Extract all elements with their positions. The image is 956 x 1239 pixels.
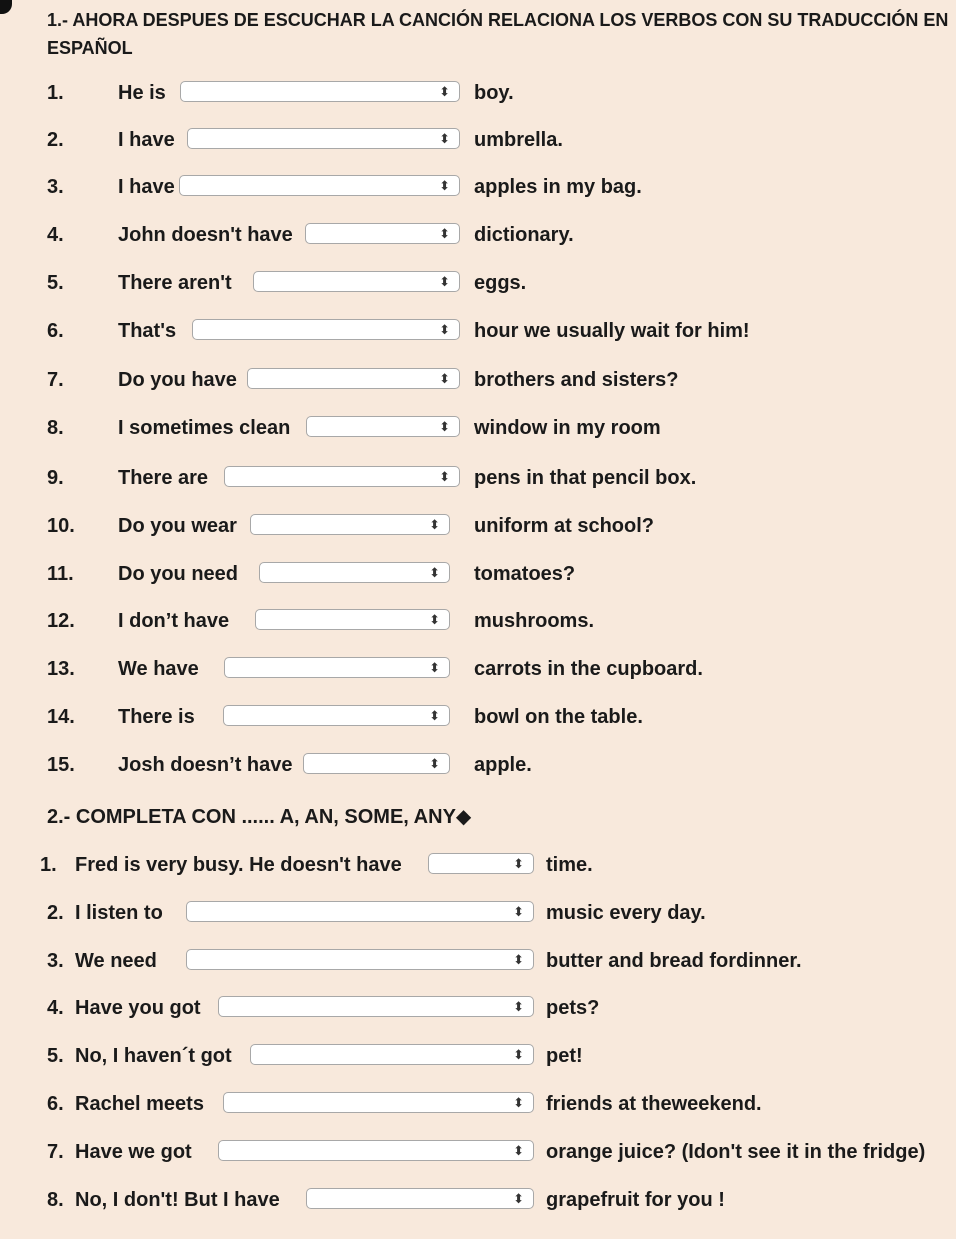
item-number: 1. — [40, 854, 57, 876]
answer-select[interactable] — [303, 753, 450, 774]
item-suffix: time. — [546, 854, 593, 876]
answer-select[interactable] — [255, 609, 450, 630]
up-down-chevron-icon: ⬍ — [429, 756, 440, 771]
answer-select[interactable] — [179, 175, 460, 196]
item-number: 10. — [47, 515, 75, 537]
item-number: 2. — [47, 129, 64, 151]
up-down-chevron-icon: ⬍ — [429, 517, 440, 532]
item-number: 3. — [47, 176, 64, 198]
item-suffix: window in my room — [474, 417, 661, 439]
answer-select[interactable] — [186, 901, 534, 922]
section2-item — [0, 993, 956, 1023]
item-number: 6. — [47, 320, 64, 342]
up-down-chevron-icon: ⬍ — [513, 999, 524, 1014]
item-suffix: dictionary. — [474, 224, 574, 246]
item-suffix: grapefruit for you ! — [546, 1189, 725, 1211]
item-prefix: We have — [118, 658, 199, 680]
section1-item — [0, 172, 956, 202]
item-prefix: He is — [118, 82, 166, 104]
up-down-chevron-icon: ⬍ — [513, 952, 524, 967]
up-down-chevron-icon: ⬍ — [513, 1047, 524, 1062]
answer-select[interactable] — [250, 1044, 534, 1065]
item-suffix: apple. — [474, 754, 532, 776]
item-prefix: There is — [118, 706, 195, 728]
item-prefix: There are — [118, 467, 209, 489]
answer-select[interactable] — [218, 996, 534, 1017]
item-suffix: butter and bread fordinner. — [546, 950, 802, 972]
item-number: 8. — [47, 1189, 64, 1211]
item-suffix: uniform at school? — [474, 515, 654, 537]
answer-select[interactable] — [186, 949, 534, 970]
up-down-chevron-icon: ⬍ — [429, 660, 440, 675]
item-suffix: tomatoes? — [474, 563, 576, 585]
item-suffix: pens in that pencil box. — [474, 467, 697, 489]
up-down-chevron-icon: ⬍ — [513, 904, 524, 919]
up-down-chevron-icon: ⬍ — [439, 274, 450, 289]
answer-select[interactable] — [428, 853, 534, 874]
section2-title: 2.- COMPLETA CON ...... A, AN, SOME, ANY◆ — [47, 806, 472, 828]
section2-item — [0, 850, 956, 880]
item-prefix: That's — [118, 320, 177, 342]
up-down-chevron-icon: ⬍ — [513, 856, 524, 871]
section2-item — [0, 1041, 956, 1071]
item-number: 7. — [47, 1141, 64, 1163]
up-down-chevron-icon: ⬍ — [439, 371, 450, 386]
item-suffix: boy. — [474, 82, 514, 104]
item-suffix: music every day. — [546, 902, 706, 924]
item-prefix: Do you need — [118, 563, 239, 585]
answer-select[interactable] — [180, 81, 460, 102]
section1-item — [0, 413, 956, 443]
item-number: 7. — [47, 369, 64, 391]
item-prefix: I listen to — [75, 902, 163, 924]
up-down-chevron-icon: ⬍ — [429, 565, 440, 580]
item-prefix: Have you got — [75, 997, 201, 1019]
up-down-chevron-icon: ⬍ — [429, 708, 440, 723]
answer-select[interactable] — [223, 1092, 534, 1113]
answer-select[interactable] — [259, 562, 450, 583]
answer-select[interactable] — [223, 705, 450, 726]
item-number: 11. — [47, 563, 74, 585]
item-prefix: Fred is very busy. He doesn't have — [75, 854, 402, 876]
up-down-chevron-icon: ⬍ — [513, 1143, 524, 1158]
up-down-chevron-icon: ⬍ — [439, 84, 450, 99]
item-number: 4. — [47, 224, 64, 246]
answer-select[interactable] — [224, 657, 450, 678]
up-down-chevron-icon: ⬍ — [513, 1095, 524, 1110]
section1-item — [0, 268, 956, 298]
section1-title: 1.- AHORA DESPUES DE ESCUCHAR LA CANCIÓN RELACIONA LOS VERBOS CON SU TRADUCCIÓN EN ESPAÑOL — [47, 10, 949, 58]
item-number: 13. — [47, 658, 75, 680]
up-down-chevron-icon: ⬍ — [439, 322, 450, 337]
item-number: 9. — [47, 467, 64, 489]
item-prefix: I don’t have — [118, 610, 230, 632]
answer-select[interactable] — [306, 416, 460, 437]
item-prefix: Do you have — [118, 369, 237, 391]
section1-item — [0, 365, 956, 395]
section1-item — [0, 220, 956, 250]
item-number: 8. — [47, 417, 64, 439]
up-down-chevron-icon: ⬍ — [439, 419, 450, 434]
answer-select[interactable] — [253, 271, 460, 292]
up-down-chevron-icon: ⬍ — [439, 131, 450, 146]
item-number: 5. — [47, 272, 64, 294]
section1-item — [0, 606, 956, 636]
item-prefix: Josh doesn’t have — [118, 754, 293, 776]
item-prefix: I have — [118, 129, 175, 151]
item-prefix: No, I don't! But I have — [75, 1189, 280, 1211]
section2-item — [0, 1185, 956, 1215]
section1-item — [0, 125, 956, 155]
answer-select[interactable] — [305, 223, 460, 244]
up-down-chevron-icon: ⬍ — [439, 469, 450, 484]
section1-item — [0, 559, 956, 589]
item-suffix: brothers and sisters? — [474, 369, 679, 391]
item-prefix: John doesn't have — [118, 224, 293, 246]
item-number: 15. — [47, 754, 75, 776]
item-suffix: friends at theweekend. — [546, 1093, 762, 1115]
section1-item — [0, 316, 956, 346]
item-prefix: I sometimes clean — [118, 417, 291, 439]
item-prefix: No, I haven´t got — [75, 1045, 232, 1067]
answer-select[interactable] — [247, 368, 460, 389]
section1-item — [0, 750, 956, 780]
section1-item — [0, 463, 956, 493]
answer-select[interactable] — [218, 1140, 534, 1161]
item-suffix: orange juice? (Idon't see it in the fridge) — [546, 1141, 926, 1163]
item-number: 1. — [47, 82, 64, 104]
item-number: 5. — [47, 1045, 64, 1067]
item-number: 2. — [47, 902, 64, 924]
answer-select[interactable] — [250, 514, 450, 535]
answer-select[interactable] — [306, 1188, 534, 1209]
section2-item — [0, 946, 956, 976]
item-prefix: There aren't — [118, 272, 232, 294]
section1-item — [0, 511, 956, 541]
item-prefix: We need — [75, 950, 157, 972]
answer-select[interactable] — [192, 319, 460, 340]
up-down-chevron-icon: ⬍ — [429, 612, 440, 627]
up-down-chevron-icon: ⬍ — [439, 178, 450, 193]
section1-item — [0, 702, 956, 732]
item-prefix: I have — [118, 176, 175, 198]
corner-mark — [0, 0, 12, 14]
item-suffix: umbrella. — [474, 129, 563, 151]
item-suffix: mushrooms. — [474, 610, 595, 632]
item-suffix: pets? — [546, 997, 600, 1019]
up-down-chevron-icon: ⬍ — [513, 1191, 524, 1206]
item-suffix: pet! — [546, 1045, 583, 1067]
item-suffix: eggs. — [474, 272, 527, 294]
section1-item — [0, 654, 956, 684]
item-suffix: hour we usually wait for him! — [474, 320, 750, 342]
item-suffix: bowl on the table. — [474, 706, 643, 728]
item-number: 6. — [47, 1093, 64, 1115]
item-prefix: Have we got — [75, 1141, 192, 1163]
item-prefix: Rachel meets — [75, 1093, 204, 1115]
item-suffix: carrots in the cupboard. — [474, 658, 703, 680]
item-prefix: Do you wear — [118, 515, 237, 537]
item-number: 3. — [47, 950, 64, 972]
item-number: 14. — [47, 706, 75, 728]
item-number: 4. — [47, 997, 64, 1019]
answer-select[interactable] — [187, 128, 460, 149]
section1-item — [0, 78, 956, 108]
section2-item — [0, 1089, 956, 1119]
item-suffix: apples in my bag. — [474, 176, 642, 198]
section2-item — [0, 898, 956, 928]
section2-item — [0, 1137, 956, 1167]
answer-select[interactable] — [224, 466, 460, 487]
item-number: 12. — [47, 610, 75, 632]
up-down-chevron-icon: ⬍ — [439, 226, 450, 241]
